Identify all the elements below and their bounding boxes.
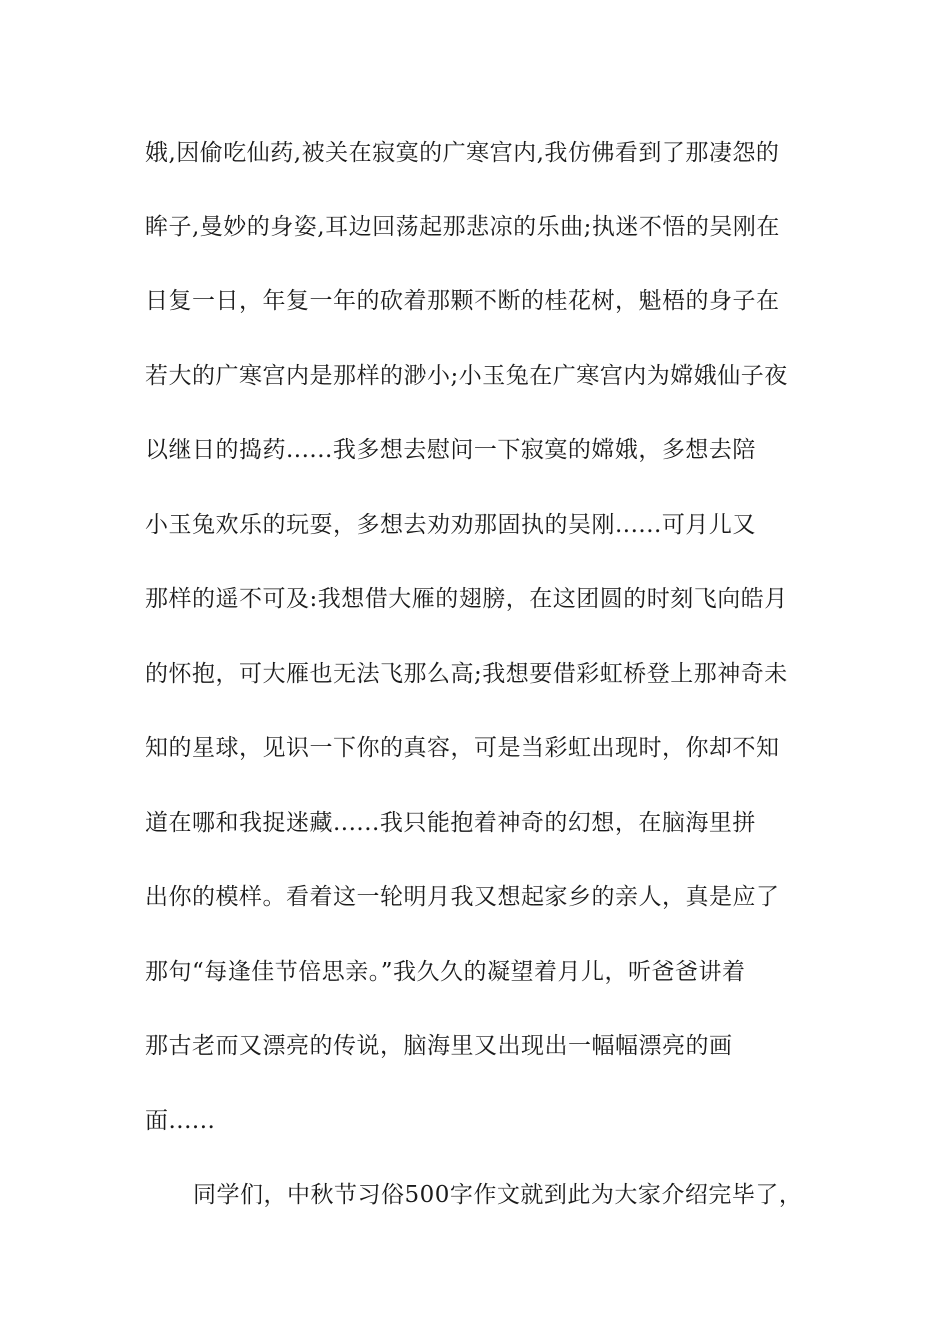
text-line: 日复一日，年复一年的砍着那颗不断的桂花树，魁梧的身子在 [145,288,780,314]
text-line: 娥,因偷吃仙药,被关在寂寞的广寒宫内,我仿佛看到了那凄怨的 [145,140,780,166]
text-line: 那古老而又漂亮的传说，脑海里又出现出一幅幅漂亮的画 [145,1033,733,1059]
text-line: 道在哪和我捉迷藏......我只能抱着神奇的幻想，在脑海里拼 [145,810,756,836]
text-line: 知的星球，见识一下你的真容，可是当彩虹出现时，你却不知 [145,735,780,761]
text-line: 以继日的捣药......我多想去慰问一下寂寞的嫦娥，多想去陪 [145,437,756,463]
text-line: 若大的广寒宫内是那样的渺小;小玉兔在广寒宫内为嫦娥仙子夜 [145,363,788,389]
text-line: 那句“每逢佳节倍思亲。”我久久的凝望着月儿，听爸爸讲着 [145,959,746,985]
text-line: 面...... [145,1108,216,1134]
text-line: 的怀抱，可大雁也无法飞那么高;我想要借彩虹桥登上那神奇未 [145,661,788,687]
text-line: 小玉兔欢乐的玩耍，多想去劝劝那固执的吴刚......可月儿又 [145,512,756,538]
closing-paragraph-line: 同学们，中秋节习俗500字作文就到此为大家介绍完毕了， [193,1182,803,1208]
text-line: 出你的模样。看着这一轮明月我又想起家乡的亲人，真是应了 [145,884,780,910]
text-line: 眸子,曼妙的身姿,耳边回荡起那悲凉的乐曲;执迷不悟的吴刚在 [145,214,780,240]
text-line: 那样的遥不可及:我想借大雁的翅膀，在这团圆的时刻飞向皓月 [145,586,788,612]
